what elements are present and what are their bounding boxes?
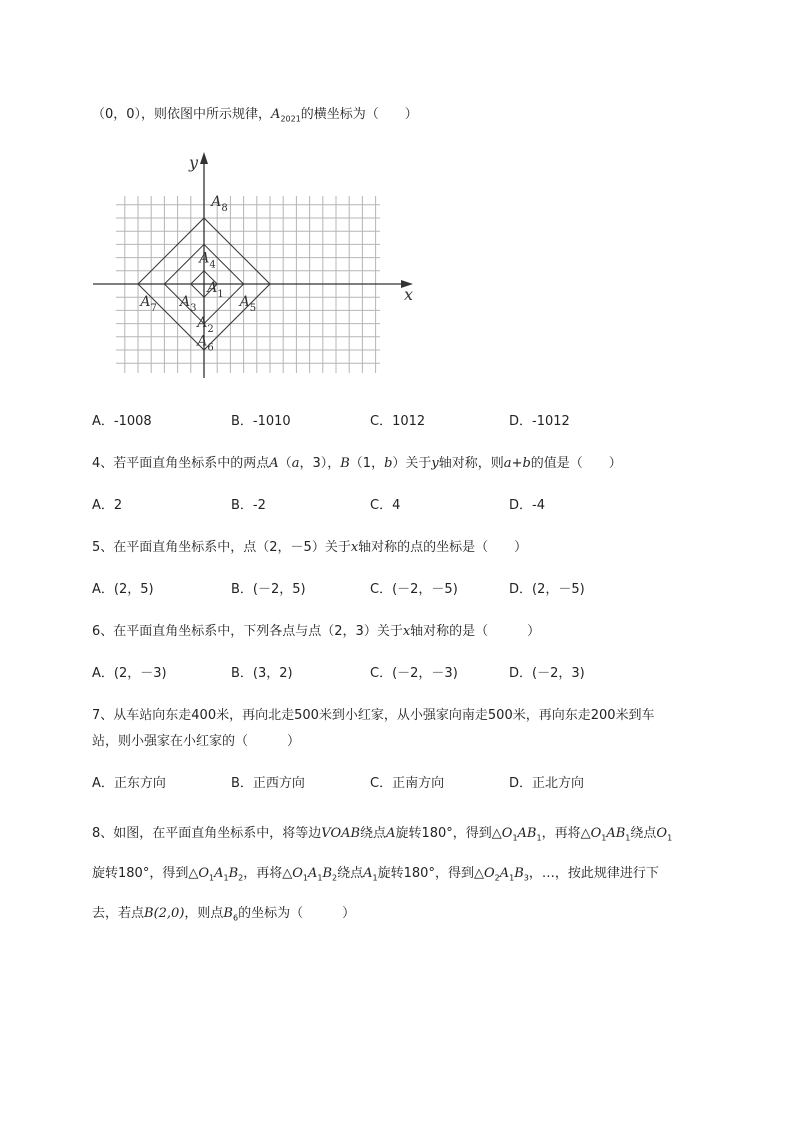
q5-text: 5、在平面直角坐标系中，点（2，－5）关于 [92, 540, 351, 555]
q6-text: 6、在平面直角坐标系中，下列各点与点（2，3）关于 [92, 624, 403, 639]
q4-text: （1， [349, 456, 385, 471]
q8-stem-line1 [92, 822, 672, 843]
q8-var: A [307, 866, 318, 881]
q8-sub: 1 [223, 873, 229, 883]
q3-option-a[interactable]: A．-1008 [92, 414, 152, 429]
q4-text: ，3）， [299, 456, 341, 471]
q8-var: A [499, 866, 510, 881]
q6-option-d[interactable]: D．(－2，3) [509, 666, 585, 681]
q4-var: a [291, 456, 300, 471]
q3-stem-tail: 的横坐标为（ ） [300, 107, 418, 122]
q8-sub: 1 [625, 833, 631, 843]
point-label-a6: $A_6$ [197, 333, 214, 354]
q8-text: 旋转180°，得到△ [377, 866, 484, 881]
q8-text: 旋转180°，得到△ [92, 866, 199, 881]
q8-text: ，则点 [184, 906, 224, 921]
point-label-a5: $A_5$ [239, 294, 257, 314]
point-label-a1: $A_1$ [207, 280, 224, 300]
q8-var: O [292, 866, 303, 881]
q8-var: O [656, 826, 668, 841]
q5-stem [92, 536, 527, 555]
q5-option-b[interactable]: B．(－2，5) [231, 582, 306, 597]
q8-sub: 2 [494, 873, 500, 883]
q8-stem-line3 [92, 902, 355, 923]
q4-var: b [522, 456, 531, 471]
q3-option-b[interactable]: B．-1010 [231, 414, 291, 429]
q8-sub: 1 [536, 833, 542, 843]
q6-options [92, 662, 712, 681]
q8-sub: 2 [238, 873, 244, 883]
point-label-a8: $A_8$ [211, 194, 228, 214]
q5-options [92, 578, 712, 597]
q8-var: B [144, 906, 154, 921]
q4-text: 的值是（ ） [530, 456, 622, 471]
q4-text: 轴对称，则 [438, 456, 504, 471]
q5-option-d[interactable]: D．(2，－5) [509, 582, 585, 597]
q8-sub: 1 [317, 873, 323, 883]
q8-text: 的坐标为（ ） [238, 906, 356, 921]
point-label-sub: 4 [209, 259, 216, 271]
q8-sub: 2 [332, 873, 338, 883]
q8-text: 绕点 [337, 866, 364, 881]
q6-stem [92, 620, 540, 639]
q4-text: ）关于 [392, 456, 432, 471]
q8-var: B [228, 866, 239, 881]
q4-text: （ [278, 456, 292, 471]
q8-stem-line2 [92, 862, 659, 883]
q7-options [92, 772, 712, 791]
point-label-sub: 2 [207, 324, 214, 336]
q8-var: B [514, 866, 524, 881]
q8-sub: 1 [512, 833, 518, 843]
q8-sub: 1 [601, 833, 607, 843]
q6-option-b[interactable]: B．(3，2) [231, 666, 293, 681]
q3-option-d[interactable]: D．-1012 [509, 414, 570, 429]
q8-sub: 1 [667, 833, 673, 843]
q5-var: x [350, 540, 359, 555]
x-axis-label: x [404, 285, 414, 304]
q4-var: B [340, 456, 350, 471]
point-label-sub: 8 [221, 203, 228, 214]
q8-var: A [214, 866, 224, 881]
q8-text: 旋转180°，得到△ [395, 826, 502, 841]
q6-option-a[interactable]: A．(2，－3) [92, 666, 167, 681]
q4-var: A [269, 456, 279, 471]
q8-text: ，再将△ [541, 826, 591, 841]
q8-sub: 1 [372, 873, 378, 883]
q3-point-var: A [271, 107, 281, 122]
q4-text: + [511, 456, 523, 471]
q4-options [92, 494, 712, 513]
q4-option-a[interactable]: A．2 [92, 498, 123, 513]
q4-var: b [384, 456, 393, 471]
q3-stem-text: （0，0），则依图中所示规律， [92, 107, 272, 122]
q8-text: ，…，按此规律进行下 [528, 866, 659, 881]
y-axis-arrow [200, 152, 208, 164]
q5-option-a[interactable]: A．(2，5) [92, 582, 154, 597]
q8-var: A [363, 866, 373, 881]
axes [93, 152, 413, 378]
point-label-sub: 6 [207, 342, 214, 354]
q6-text: 轴对称的是（ ） [410, 624, 541, 639]
q4-option-b[interactable]: B．-2 [231, 498, 266, 513]
q8-var: VOAB [321, 826, 361, 841]
q8-var: O [501, 826, 513, 841]
point-label-sub: 3 [190, 303, 197, 314]
q7-option-b[interactable]: B．正西方向 [231, 776, 305, 791]
q5-text: 轴对称的点的坐标是（ ） [358, 540, 528, 555]
y-axis-label: y [189, 153, 199, 172]
q7-stem-line2: 站，则小强家在小红家的（ ） [92, 734, 301, 749]
q4-text: 4、若平面直角坐标系中的两点 [92, 456, 270, 471]
q8-var: AB [517, 826, 537, 841]
q7-option-a[interactable]: A．正东方向 [92, 776, 166, 791]
q8-coord: (2,0) [153, 906, 185, 921]
q4-option-c[interactable]: C．4 [370, 498, 401, 513]
q4-var: y [431, 456, 439, 471]
q3-stem [92, 103, 418, 124]
q4-stem [92, 452, 622, 471]
q4-var: a [503, 456, 512, 471]
q3-option-c[interactable]: C．1012 [370, 414, 426, 429]
q7-stem-line1: 7、从车站向东走400米，再向北走500米到小红家，从小强家向南走500米，再向东走200米到车 [92, 708, 655, 723]
q8-var: O [198, 866, 209, 881]
point-label-sub: 5 [249, 303, 257, 314]
q8-var: AB [606, 826, 626, 841]
point-label-a3: $A_3$ [180, 294, 197, 314]
q8-var: B [223, 906, 233, 921]
q3-coordinate-figure [88, 148, 418, 383]
q8-text: 绕点 [630, 826, 657, 841]
q7-option-d[interactable]: D．正北方向 [509, 776, 585, 791]
q8-sub: 6 [232, 913, 239, 923]
q3-point-sub: 2021 [280, 114, 301, 124]
q8-text: 绕点 [360, 826, 387, 841]
point-label-a7: $A_7$ [140, 294, 157, 314]
q8-text: 8、如图，在平面直角坐标系中，将等边 [92, 826, 322, 841]
q8-sub: 1 [208, 873, 215, 883]
q3-options [92, 410, 712, 429]
q8-var: B [322, 866, 333, 881]
q5-option-c[interactable]: C．(－2，－5) [370, 582, 458, 597]
q6-var: x [402, 624, 411, 639]
point-label-a2: $A_2$ [197, 315, 214, 336]
point-label-sub: 7 [150, 303, 157, 314]
q8-var: O [483, 866, 495, 881]
q8-sub: 1 [509, 873, 515, 883]
q8-var: O [590, 826, 602, 841]
q6-option-c[interactable]: C．(－2，－3) [370, 666, 458, 681]
q8-var: A [386, 826, 396, 841]
q7-option-c[interactable]: C．正南方向 [370, 776, 445, 791]
point-label-a4: $A_4$ [199, 250, 216, 271]
q8-text: ，再将△ [243, 866, 293, 881]
q4-option-d[interactable]: D．-4 [509, 498, 545, 513]
q8-sub: 3 [523, 873, 529, 883]
point-label-sub: 1 [217, 289, 224, 300]
q8-text: 去，若点 [92, 906, 145, 921]
q8-sub: 1 [302, 873, 308, 883]
